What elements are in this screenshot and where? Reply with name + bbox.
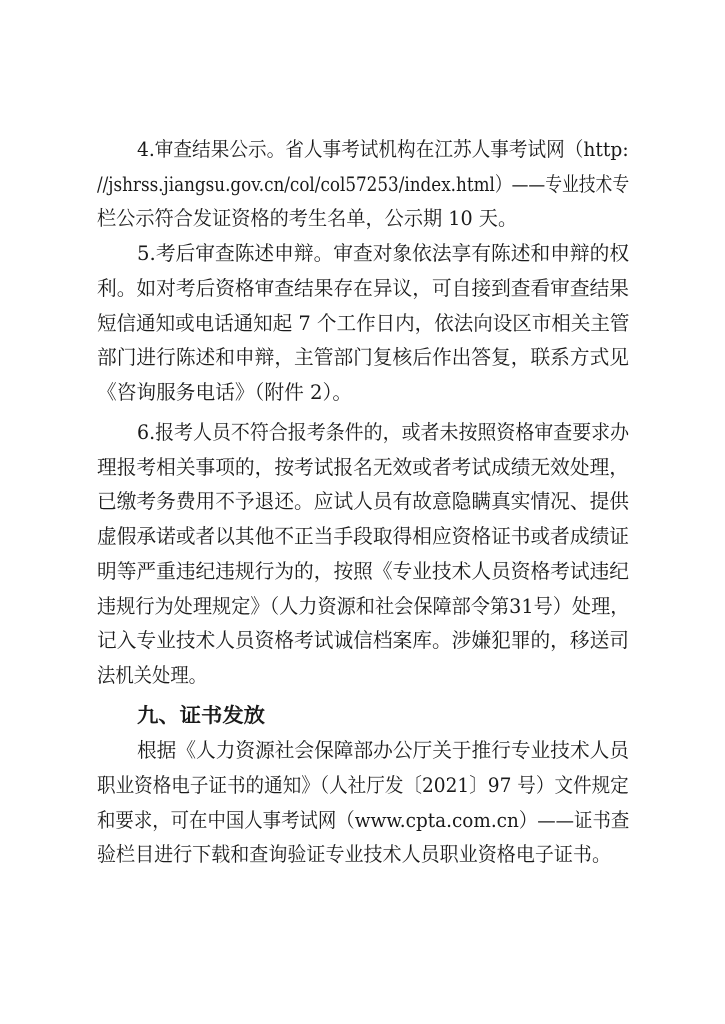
para-5-line-3: 短信通知或电话通知起 7 个工作日内，依法向设区市相关主管 <box>97 311 630 335</box>
para-6-line-4: 虚假承诺或者以其他不正当手段取得相应资格证书或者成绩证 <box>97 524 629 548</box>
para-6-line-6: 违规行为处理规定》（人力资源和社会保障部令第31号）处理， <box>97 594 630 618</box>
para-5-line-5: 《咨询服务电话》（附件 2）。 <box>97 380 353 404</box>
para-9-line-1: 根据《人力资源社会保障部办公厅关于推行专业技术人员 <box>137 738 629 762</box>
para-4-line-2: //jshrss.jiangsu.gov.cn/col/col57253/index.html）——专业技术专 <box>97 172 630 196</box>
para-9-line-4: 验栏目进行下载和查询验证专业技术人员职业资格电子证书。 <box>97 842 611 866</box>
para-6-line-5: 明等严重违纪违规行为的，按照《专业技术人员资格考试违纪 <box>97 559 629 583</box>
para-6-line-8: 法机关处理。 <box>97 663 207 687</box>
para-5-line-1: 5.考后审查陈述申辩。审查对象依法享有陈述和申辩的权 <box>137 241 630 265</box>
para-5-line-4: 部门进行陈述和申辩，主管部门复核后作出答复，联系方式见 <box>97 345 629 369</box>
para-4-line-1: 4.审查结果公示。省人事考试机构在江苏人事考试网（http: <box>137 137 629 161</box>
para-6-line-3: 已缴考务费用不予退还。应试人员有故意隐瞒真实情况、提供 <box>97 489 629 513</box>
para-6-line-1: 6.报考人员不符合报考条件的，或者未按照资格审查要求办 <box>137 420 630 444</box>
para-6-line-7: 记入专业技术人员资格考试诚信档案库。涉嫌犯罪的，移送司 <box>97 628 629 652</box>
para-5-line-2: 利。如对考后资格审查结果存在异议，可自接到查看审查结果 <box>97 276 629 300</box>
section-heading: 九、证书发放 <box>137 703 265 727</box>
para-9-line-3: 和要求，可在中国人事考试网（www.cpta.com.cn）——证书查 <box>97 808 630 832</box>
para-4-line-3: 栏公示符合发证资格的考生名单，公示期 10 天。 <box>97 206 518 230</box>
para-9-line-2: 职业资格电子证书的通知》（人社厅发〔2021〕97 号）文件规定 <box>97 773 629 797</box>
para-6-line-2: 理报考相关事项的，按考试报名无效或者考试成绩无效处理， <box>97 455 629 479</box>
